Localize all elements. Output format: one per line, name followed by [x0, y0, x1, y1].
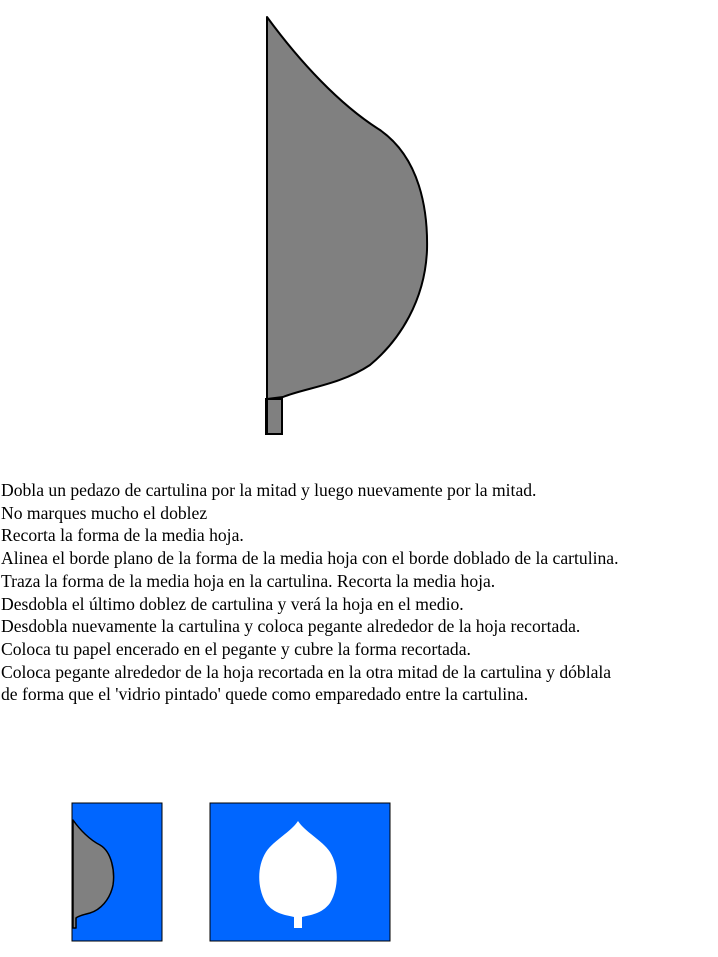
- half-leaf-stem: [266, 399, 282, 434]
- instruction-line: No marques mucho el doblez: [1, 502, 208, 523]
- instruction-line: Traza la forma de la media hoja en la cartulina. Recorta la media hoja.: [1, 570, 496, 591]
- instruction-line: Recorta la forma de la media hoja.: [1, 525, 244, 546]
- instruction-line: Coloca tu papel encerado en el pegante y cubre la forma recortada.: [1, 638, 471, 659]
- unfolded-cardboard-panel: [209, 802, 391, 942]
- instructions-list: [1, 479, 717, 706]
- instruction-line: Desdobla nuevamente la cartulina y coloca pegante alrededor de la hoja recortada.: [1, 616, 581, 637]
- instruction-line: Dobla un pedazo de cartulina por la mitad y luego nuevamente por la mitad.: [1, 480, 537, 500]
- instruction-line: de forma que el 'vidrio pintado' quede como emparedado entre la cartulina.: [1, 684, 529, 705]
- instruction-line: Alinea el borde plano de la forma de la media hoja con el borde doblado de la cartulina.: [1, 548, 619, 569]
- instruction-line: Desdobla el último doblez de cartulina y verá la hoja en el medio.: [1, 593, 464, 614]
- half-leaf-shape: [267, 17, 427, 399]
- half-leaf-template-figure: [260, 12, 435, 438]
- folded-cardboard-panel: [71, 802, 163, 942]
- instruction-line: Coloca pegante alrededor de la hoja recortada en la otra mitad de la cartulina y dóblala: [1, 661, 612, 682]
